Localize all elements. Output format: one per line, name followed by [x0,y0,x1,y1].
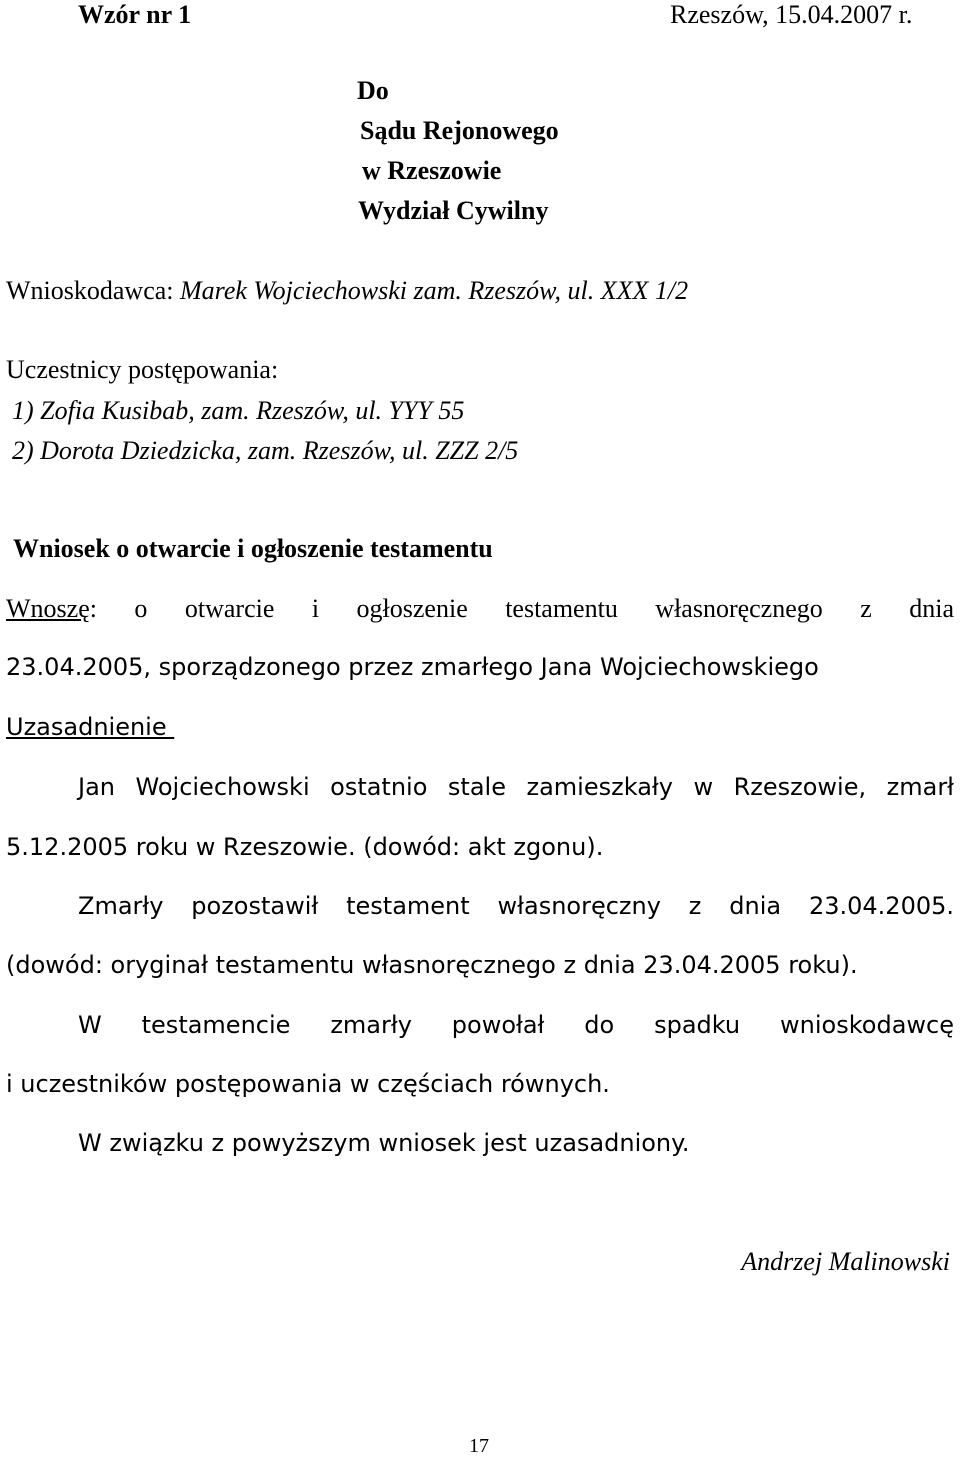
request-text-continued: 23.04.2005, sporządzonego przez zmarłego Jana Wojciechowskiego [6,653,819,681]
motion-title: Wniosek o otwarcie i ogłoszenie testamentu [13,534,493,563]
applicant-value: Marek Wojciechowski zam. Rzeszów, ul. XXX 1/2 [180,276,689,305]
form-label: Wzór nr 1 [78,0,192,29]
justification-line: (dowód: oryginał testamentu własnoręcznego z dnia 23.04.2005 roku). [6,951,858,979]
addressee-line: Wydział Cywilny [358,196,549,225]
signature: Andrzej Malinowski [741,1247,950,1276]
participant-item: 1) Zofia Kusibab, zam. Rzeszów, ul. YYY 55 [12,396,465,425]
applicant-label: Wnioskodawca: [6,276,174,305]
request-line [6,594,954,624]
addressee-line: Sądu Rejonowego [360,116,559,145]
justification-line: Jan Wojciechowski ostatnio stale zamieszkały w Rzeszowie, zmarł [78,773,954,801]
request-text: : o otwarcie i ogłoszenie testamentu własnoręcznego z dnia [89,594,954,623]
addressee-line: w Rzeszowie [362,156,502,185]
justification-line: W testamencie zmarły powołał do spadku wnioskodawcę [78,1011,954,1039]
participant-item: 2) Dorota Dziedzicka, zam. Rzeszów, ul. ZZZ 2/5 [12,436,519,465]
participants-label: Uczestnicy postępowania: [6,355,279,384]
applicant-line [6,276,688,306]
justification-heading: Uzasadnienie [6,713,175,741]
request-label: Wnoszę [6,594,90,623]
justification-line: Zmarły pozostawił testament własnoręczny z dnia 23.04.2005. [78,892,954,920]
justification-line: 5.12.2005 roku w Rzeszowie. (dowód: akt zgonu). [6,833,604,861]
justification-line: i uczestników postępowania w częściach równych. [6,1070,610,1098]
justification-line: W związku z powyższym wniosek jest uzasadniony. [78,1129,690,1157]
addressee-line: Do [357,76,389,105]
place-date: Rzeszów, 15.04.2007 r. [670,0,913,29]
page-number: 17 [469,1435,489,1457]
